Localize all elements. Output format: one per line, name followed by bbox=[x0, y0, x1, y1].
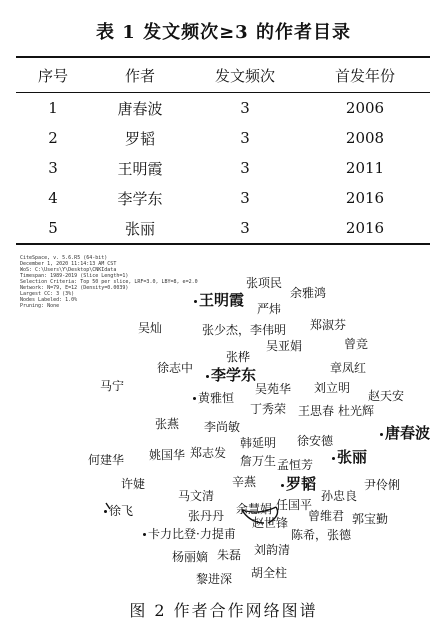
table-header bbox=[16, 58, 430, 93]
node-label: 郭宝勤 bbox=[352, 512, 389, 526]
node-dot bbox=[143, 533, 146, 536]
node-name: 罗韬 bbox=[286, 475, 317, 493]
node-dot bbox=[380, 433, 383, 436]
node-dot bbox=[193, 397, 196, 400]
node-label: 朱磊 bbox=[217, 548, 242, 562]
meta-line: Nodes Labeled: 1.0% bbox=[20, 297, 78, 303]
node-label: 曾竞 bbox=[344, 337, 369, 351]
node-label: 杜光辉 bbox=[338, 404, 375, 418]
cell-frequency: 3 bbox=[240, 189, 250, 207]
node-label: 马文清 bbox=[178, 489, 215, 503]
node-label: 吴灿 bbox=[138, 321, 163, 335]
node-label: 黎进深 bbox=[196, 572, 233, 586]
header-frequency: 发文频次 bbox=[214, 66, 275, 85]
node-label: 王思春 bbox=[298, 404, 335, 418]
node-label: 章凤红 bbox=[330, 361, 367, 375]
node-label: 李尚敏 bbox=[204, 420, 241, 434]
node-name: 王明霞 bbox=[199, 291, 245, 309]
cell-index: 1 bbox=[48, 99, 58, 117]
node-label: 韩延明 bbox=[240, 436, 277, 450]
table-row bbox=[16, 213, 430, 243]
cell-first-year: 2008 bbox=[345, 129, 385, 147]
cell-first-year: 2016 bbox=[345, 189, 385, 207]
node-label: 姚国华 bbox=[149, 448, 186, 462]
table-row bbox=[16, 183, 430, 213]
header-first-year: 首发年份 bbox=[334, 66, 395, 85]
node-name: 李学东 bbox=[211, 366, 257, 384]
node-label: 赵天安 bbox=[368, 389, 405, 403]
header-index: 序号 bbox=[37, 66, 68, 85]
node-label: 杨丽嫡 bbox=[172, 550, 209, 564]
node-label: 詹万生 bbox=[240, 454, 277, 468]
node-label: 张丹丹 bbox=[188, 509, 225, 523]
node-label bbox=[143, 528, 236, 540]
node-label: 孟恒芳 bbox=[277, 458, 314, 472]
node-label: 余慧娟 bbox=[236, 502, 273, 516]
meta-line: Network: N=79, E=12 (Density=0.0039) bbox=[20, 285, 129, 291]
node-label: 张项民 bbox=[246, 276, 283, 290]
node-dot bbox=[281, 484, 284, 487]
cell-index: 5 bbox=[48, 219, 58, 237]
node-label: 刘立明 bbox=[314, 381, 351, 395]
node-label: 赵世锋 bbox=[252, 516, 289, 530]
cell-frequency: 3 bbox=[240, 159, 250, 177]
node-dot bbox=[206, 375, 209, 378]
node-label: 胡全柱 bbox=[251, 566, 288, 580]
node-label: 余雅鸿 bbox=[290, 286, 327, 300]
meta-line: CiteSpace, v. 5.6.R5 (64-bit) bbox=[20, 255, 108, 261]
node-label: 尹伶俐 bbox=[364, 478, 401, 492]
node-name: 唐春波 bbox=[385, 424, 431, 442]
node-label bbox=[193, 392, 234, 404]
node-label: 郑志发 bbox=[190, 446, 227, 460]
cell-author: 张丽 bbox=[124, 219, 155, 238]
node-label bbox=[104, 505, 133, 517]
node-label bbox=[281, 477, 316, 492]
cell-first-year: 2011 bbox=[345, 159, 385, 177]
author-network-figure bbox=[14, 251, 434, 593]
node-label: 许婕 bbox=[121, 477, 146, 491]
author-table bbox=[16, 56, 430, 245]
node-label: 辛燕 bbox=[232, 475, 257, 489]
node-name: 张丽 bbox=[337, 448, 368, 466]
node-dot bbox=[194, 300, 197, 303]
node-label: 郑淑芬 bbox=[310, 318, 347, 332]
meta-line: Timespan: 1989-2019 (Slice Length=1) bbox=[20, 273, 129, 279]
node-label: 徐安德 bbox=[297, 434, 334, 448]
figure-caption: 图 2 作者合作网络图谱 bbox=[129, 601, 318, 620]
node-label bbox=[206, 368, 256, 383]
node-label: 徐志中 bbox=[157, 361, 194, 375]
node-dot bbox=[332, 457, 335, 460]
cell-author: 罗韬 bbox=[124, 129, 155, 148]
cell-frequency: 3 bbox=[240, 219, 250, 237]
table-caption: 表 1 发文频次≥3 的作者目录 bbox=[96, 22, 351, 43]
node-label: 张燕 bbox=[155, 417, 180, 431]
node-label bbox=[380, 426, 430, 441]
table-row bbox=[16, 93, 430, 123]
cell-first-year: 2006 bbox=[345, 99, 385, 117]
node-label: 严炜 bbox=[257, 302, 282, 316]
cell-frequency: 3 bbox=[240, 99, 250, 117]
cell-index: 3 bbox=[48, 159, 58, 177]
meta-line: Selection Criteria: Top 50 per slice, LRF=3.0, LBY=8, e=2.0 bbox=[20, 279, 198, 285]
cell-frequency: 3 bbox=[240, 129, 250, 147]
meta-line: WoS: C:\Users\Y\Desktop\CNKIdata bbox=[20, 267, 117, 273]
node-label: 张桦 bbox=[226, 350, 251, 364]
table-row bbox=[16, 123, 430, 153]
node-label: 丁秀荣 bbox=[250, 402, 287, 416]
cell-author: 王明霞 bbox=[117, 159, 163, 178]
meta-line: Pruning: None bbox=[20, 303, 60, 309]
node-label: 刘韵清 bbox=[254, 543, 291, 557]
node-name: 徐飞 bbox=[109, 504, 134, 518]
node-label: 曾维君 bbox=[308, 509, 345, 523]
node-dot bbox=[104, 510, 107, 513]
header-author: 作者 bbox=[124, 66, 155, 85]
cell-first-year: 2016 bbox=[345, 219, 385, 237]
node-label: 何建华 bbox=[88, 453, 125, 467]
node-label: 吴亚娟 bbox=[266, 339, 303, 353]
node-label: 吴苑华 bbox=[255, 382, 292, 396]
node-label: 陈希，张德 bbox=[291, 528, 352, 542]
node-label bbox=[332, 450, 367, 465]
cell-index: 4 bbox=[48, 189, 58, 207]
meta-line: Largest CC: 3 (3%) bbox=[20, 291, 75, 297]
node-label: 任国平 bbox=[276, 498, 313, 512]
node-name: 卡力比登·力提甫 bbox=[148, 527, 236, 541]
cell-author: 唐春波 bbox=[117, 99, 163, 118]
cell-author: 李学东 bbox=[117, 189, 163, 208]
node-label: 孙忠良 bbox=[321, 489, 358, 503]
table-row bbox=[16, 153, 430, 183]
node-label: 张少杰，李伟明 bbox=[202, 323, 287, 337]
cell-index: 2 bbox=[48, 129, 58, 147]
node-label bbox=[194, 293, 244, 308]
node-label: 马宁 bbox=[100, 379, 125, 393]
node-name: 黄雅恒 bbox=[198, 391, 235, 405]
meta-line: December 1, 2020 11:14:13 AM CST bbox=[20, 261, 117, 267]
